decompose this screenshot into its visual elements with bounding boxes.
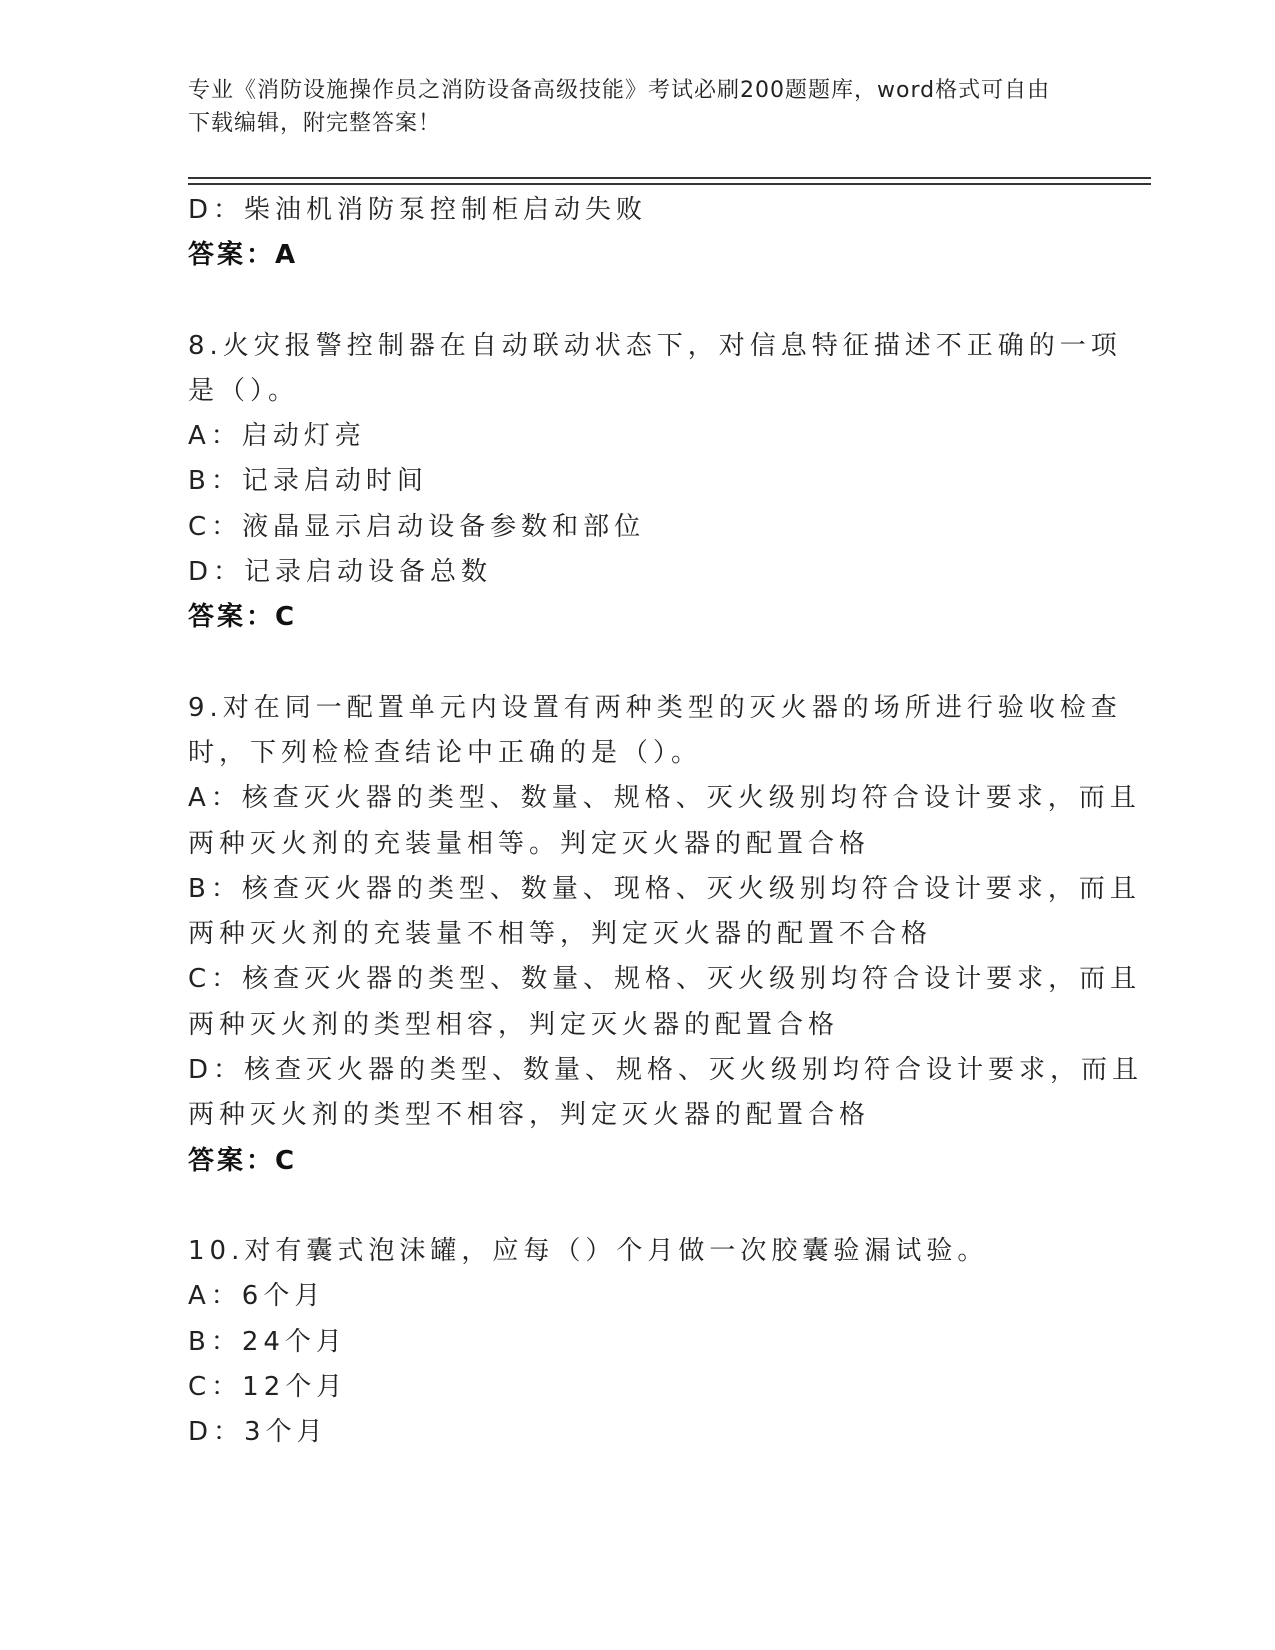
option-b-cont: 两种灭火剂的充装量不相等，判定灭火器的配置不合格 bbox=[188, 919, 933, 950]
spacer bbox=[188, 641, 1088, 686]
spacer bbox=[188, 279, 1088, 324]
option-d: D：记录启动设备总数 bbox=[188, 557, 493, 588]
header-rule-top bbox=[188, 177, 1151, 179]
question-stem-cont: 是（）。 bbox=[188, 375, 300, 406]
option-b: B：24个月 bbox=[188, 1326, 347, 1357]
question-8 bbox=[188, 324, 1122, 641]
option-c: C：12个月 bbox=[188, 1371, 348, 1402]
page-header: 专业《消防设施操作员之消防设备高级技能》考试必刷200题题库，word格式可自由下载编辑，附完整答案！ bbox=[188, 78, 1051, 136]
option-d: D：3个月 bbox=[188, 1417, 328, 1448]
question-10 bbox=[188, 1229, 1088, 1455]
document-body bbox=[188, 188, 1144, 1455]
option-a-cont: 两种灭火剂的充装量相等。判定灭火器的配置合格 bbox=[188, 828, 871, 859]
option-c-cont: 两种灭火剂的类型相容，判定灭火器的配置合格 bbox=[188, 1009, 840, 1040]
option-d: D：柴油机消防泵控制柜启动失败 bbox=[188, 195, 648, 225]
option-a: A：6个月 bbox=[188, 1281, 326, 1312]
question-stem: 9.对在同一配置单元内设置有两种类型的灭火器的场所进行验收检查 bbox=[188, 692, 1122, 723]
option-c: C：液晶显示启动设备参数和部位 bbox=[188, 511, 646, 542]
option-b: B：记录启动时间 bbox=[188, 466, 428, 497]
option-a: A：核查灭火器的类型、数量、规格、灭火级别均符合设计要求，而且 bbox=[188, 783, 1141, 814]
question-stem: 8.火灾报警控制器在自动联动状态下，对信息特征描述不正确的一项 bbox=[188, 330, 1122, 361]
answer-line: 答案：C bbox=[188, 1145, 298, 1176]
answer-line: 答案：C bbox=[188, 602, 298, 633]
spacer bbox=[188, 1184, 1088, 1229]
option-b: B：核查灭火器的类型、数量、现格、灭火级别均符合设计要求，而且 bbox=[188, 873, 1141, 904]
option-d-cont: 两种灭火剂的类型不相容，判定灭火器的配置合格 bbox=[188, 1100, 871, 1131]
option-c: C：核查灭火器的类型、数量、规格、灭火级别均符合设计要求，而且 bbox=[188, 964, 1142, 995]
question-stem: 10.对有囊式泡沫罐，应每（）个月做一次胶囊验漏试验。 bbox=[188, 1235, 989, 1266]
option-d: D：核查灭火器的类型、数量、规格、灭火级别均符合设计要求，而且 bbox=[188, 1055, 1144, 1086]
question-7-tail bbox=[188, 188, 1088, 279]
question-9 bbox=[188, 686, 1144, 1184]
option-a: A：启动灯亮 bbox=[188, 421, 366, 452]
header-rule-bottom bbox=[188, 183, 1151, 185]
answer-line: 答案：A bbox=[188, 240, 299, 271]
question-stem-cont: 时，下列检检查结论中正确的是（）。 bbox=[188, 737, 703, 768]
